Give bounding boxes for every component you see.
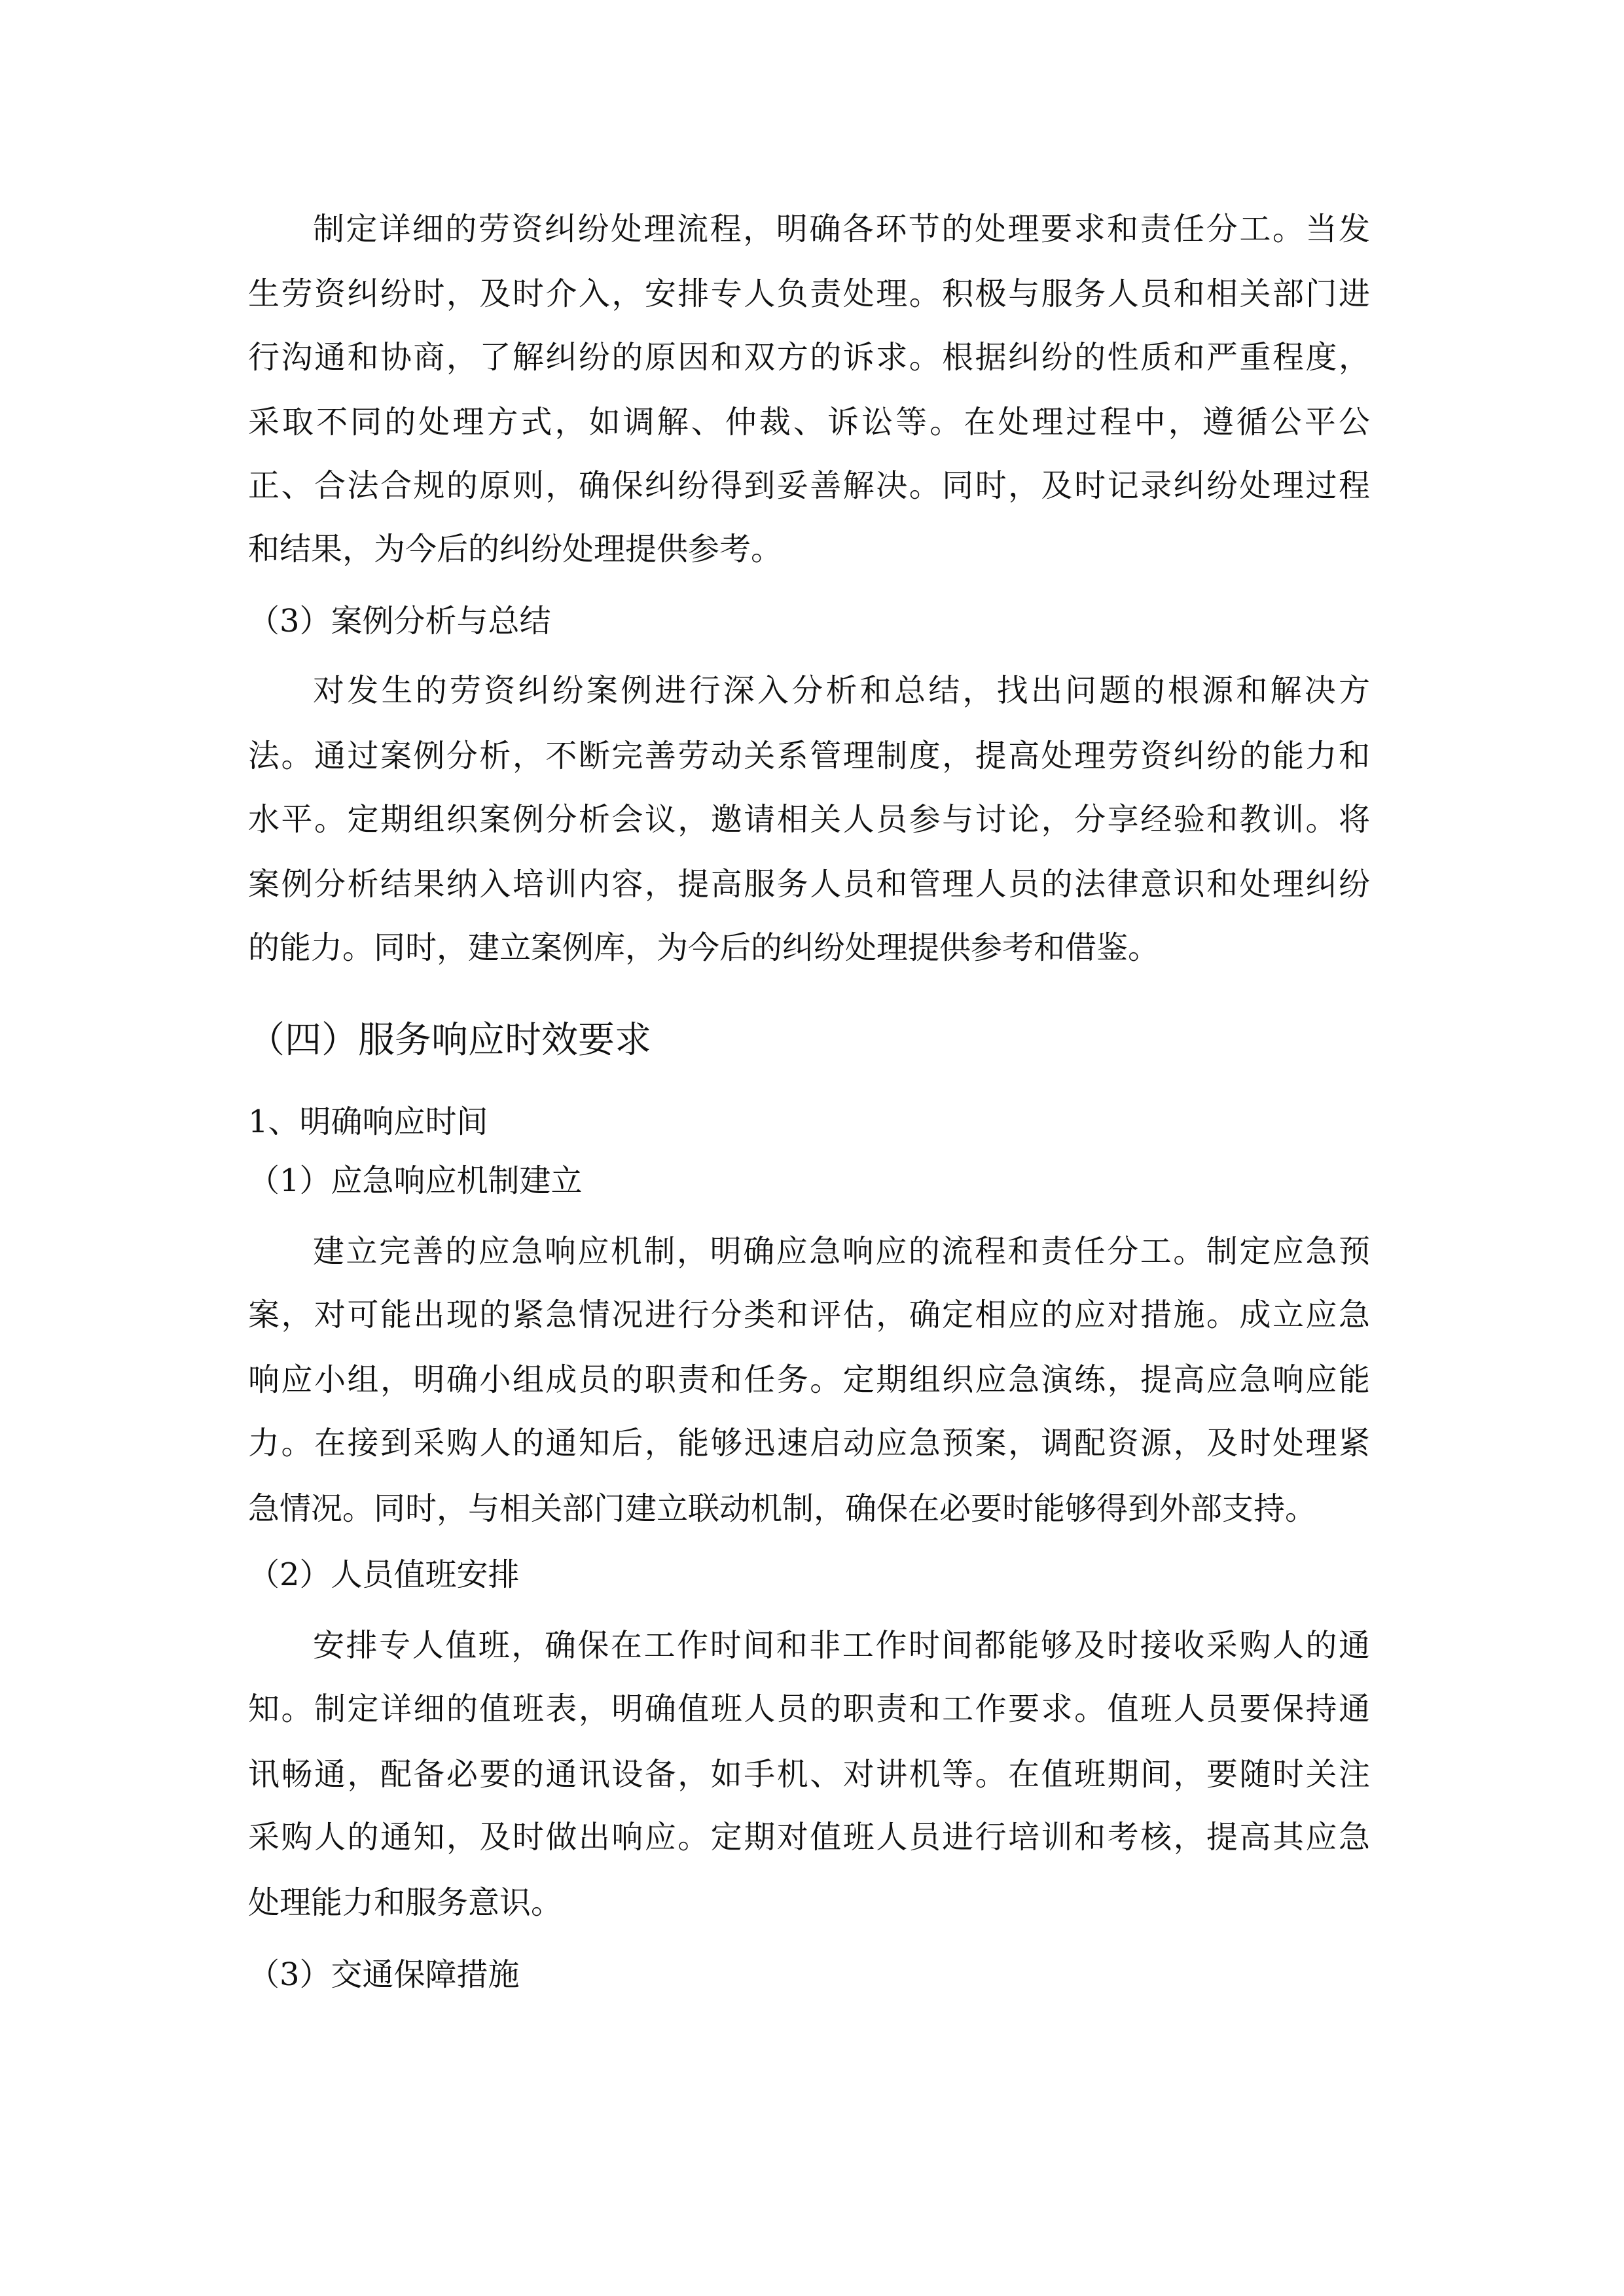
paragraph-3-line: 响应小组，明确小组成员的职责和任务。定期组织应急演练，提高应急响应能 <box>248 1361 1370 1398</box>
subheading-emergency: （1）应急响应机制建立 <box>248 1162 583 1199</box>
paragraph-2-line: 案例分析结果纳入培训内容，提高服务人员和管理人员的法律意识和处理纠纷 <box>248 866 1370 903</box>
paragraph-3-line: 建立完善的应急响应机制，明确应急响应的流程和责任分工。制定应急预 <box>313 1233 1370 1270</box>
paragraph-3-line: 急情况。同时，与相关部门建立联动机制，确保在必要时能够得到外部支持。 <box>248 1490 1317 1527</box>
paragraph-2-line: 法。通过案例分析，不断完善劳动关系管理制度，提高处理劳资纠纷的能力和 <box>248 738 1370 774</box>
paragraph-2-line: 的能力。同时，建立案例库，为今后的纠纷处理提供参考和借鉴。 <box>248 929 1160 966</box>
paragraph-2-line: 对发生的劳资纠纷案例进行深入分析和总结，找出问题的根源和解决方 <box>313 672 1370 709</box>
item-heading: 1、明确响应时间 <box>248 1103 488 1140</box>
paragraph-3-line: 案，对可能出现的紧急情况进行分类和评估，确定相应的应对措施。成立应急 <box>248 1297 1370 1333</box>
paragraph-1-line: 制定详细的劳资纠纷处理流程，明确各环节的处理要求和责任分工。当发 <box>313 211 1370 247</box>
paragraph-4-line: 处理能力和服务意识。 <box>248 1884 563 1921</box>
paragraph-2-line: 水平。定期组织案例分析会议，邀请相关人员参与讨论，分享经验和教训。将 <box>248 801 1370 838</box>
paragraph-1-line: 行沟通和协商，了解纠纷的原因和双方的诉求。根据纠纷的性质和严重程度， <box>248 339 1370 376</box>
paragraph-1-line: 正、合法合规的原则，确保纠纷得到妥善解决。同时，及时记录纠纷处理过程 <box>248 467 1370 504</box>
paragraph-1-line: 生劳资纠纷时，及时介入，安排专人负责处理。积极与服务人员和相关部门进 <box>248 276 1370 312</box>
paragraph-3-line: 力。在接到采购人的通知后，能够迅速启动应急预案，调配资源，及时处理紧 <box>248 1425 1370 1462</box>
section-heading: （四）服务响应时效要求 <box>248 1019 651 1062</box>
paragraph-4-line: 知。制定详细的值班表，明确值班人员的职责和工作要求。值班人员要保持通 <box>248 1691 1370 1727</box>
subheading-traffic: （3）交通保障措施 <box>248 1956 520 1993</box>
subheading-case-analysis: （3）案例分析与总结 <box>248 603 551 639</box>
paragraph-1-line: 和结果，为今后的纠纷处理提供参考。 <box>248 531 783 567</box>
subheading-duty: （2）人员值班安排 <box>248 1556 520 1593</box>
paragraph-1-line: 采取不同的处理方式，如调解、仲裁、诉讼等。在处理过程中，遵循公平公 <box>248 404 1370 440</box>
paragraph-4-line: 讯畅通，配备必要的通讯设备，如手机、对讲机等。在值班期间，要随时关注 <box>248 1756 1370 1793</box>
paragraph-4-line: 安排专人值班，确保在工作时间和非工作时间都能够及时接收采购人的通 <box>313 1627 1370 1664</box>
paragraph-4-line: 采购人的通知，及时做出响应。定期对值班人员进行培训和考核，提高其应急 <box>248 1819 1370 1856</box>
